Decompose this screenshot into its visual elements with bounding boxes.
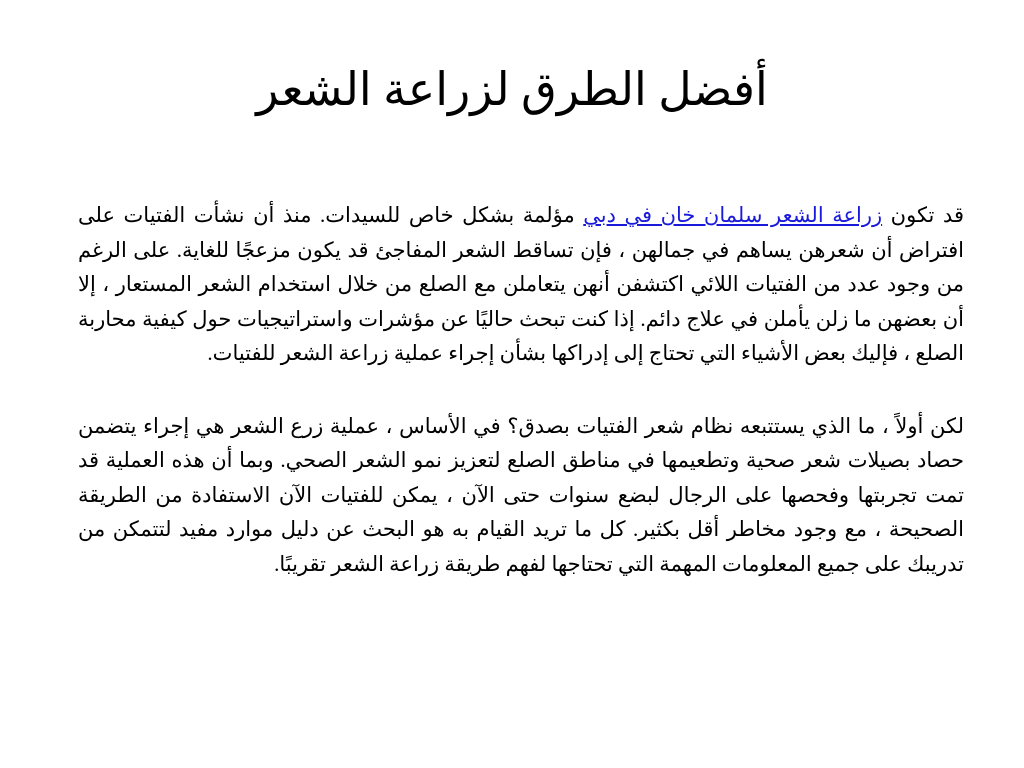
hair-transplant-link[interactable]: زراعة الشعر سلمان خان في دبي <box>583 203 883 227</box>
slide-body <box>78 198 964 619</box>
paragraph-1 <box>78 198 964 371</box>
slide-title: أفضل الطرق لزراعة الشعر <box>256 64 768 115</box>
paragraph-1-rest: مؤلمة بشكل خاص للسيدات. منذ أن نشأت الفتيات على افتراض أن شعرهن يساهم في جمالهن ، فإن تساقط الشعر المفاجئ قد يكون مزعجًا للغاية. على الرغم من وجود عدد من الفتيات اللائي اكتشفن أنهن يتعاملن مع الصلع من خلال استخدام الشعر المستعار ، إلا أن بعضهن ما زلن يأملن في علاج دائم. إذا كنت تبحث حاليًا عن مؤشرات واستراتيجيات حول كيفية محاربة الصلع ، فإليك بعض الأشياء التي تحتاج إلى إدراكها بشأن إجراء عملية زراعة الشعر للفتيات. <box>78 203 964 365</box>
paragraph-1-intro: قد تكون <box>882 203 964 227</box>
paragraph-2: لكن أولاً ، ما الذي يستتبعه نظام شعر الفتيات بصدق؟ في الأساس ، عملية زرع الشعر هي إجراء يتضمن حصاد بصيلات شعر صحية وتطعيمها في مناطق الصلع لتعزيز نمو الشعر الصحي. وبما أن هذه العملية قد تمت تجربتها وفحصها على الرجال لبضع سنوات حتى الآن ، يمكن للفتيات الآن الاستفادة من الطريقة الصحيحة ، مع وجود مخاطر أقل بكثير. كل ما تريد القيام به هو البحث عن دليل موارد مفيد لتتمكن من تدريبك على جميع المعلومات المهمة التي تحتاجها لفهم طريقة زراعة الشعر تقريبًا. <box>78 413 964 576</box>
